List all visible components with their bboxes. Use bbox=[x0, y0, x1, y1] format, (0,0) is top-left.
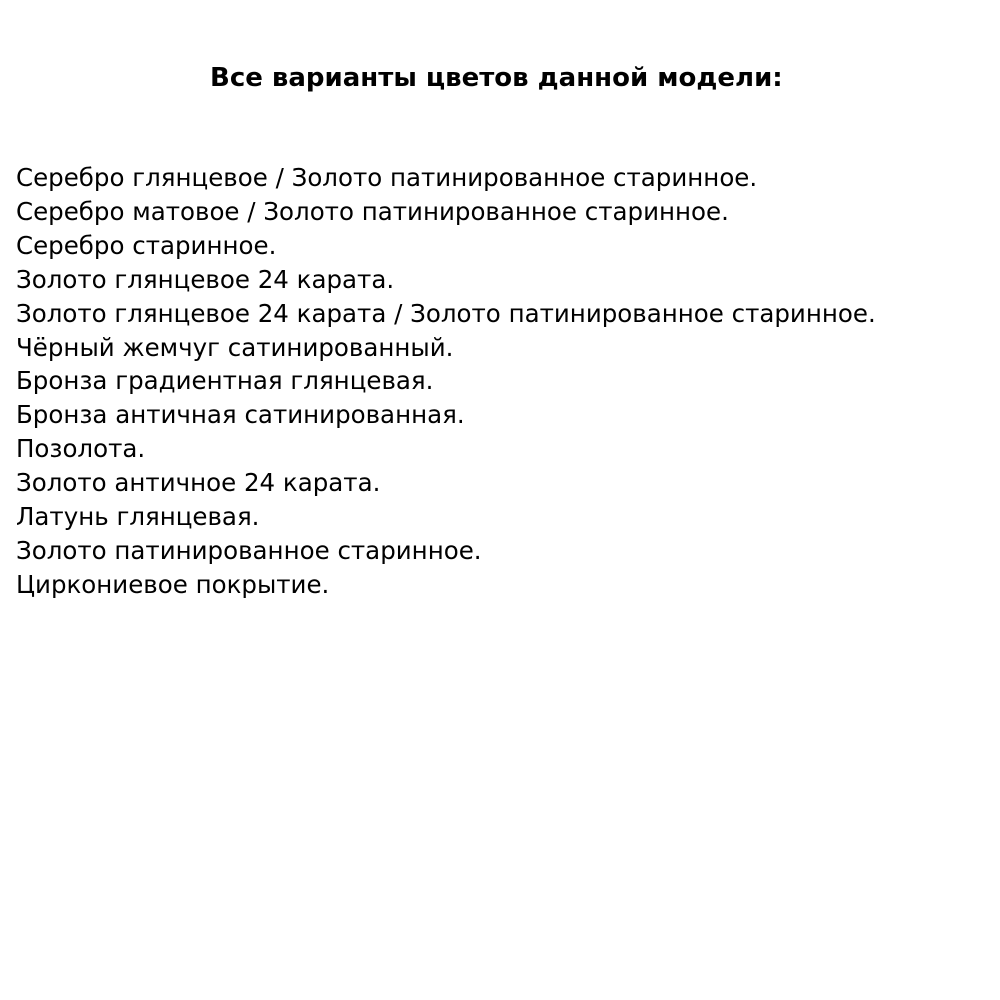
color-variant-item: Серебро матовое / Золото патинированное старинное. bbox=[16, 196, 729, 226]
color-variant-item: Золото патинированное старинное. bbox=[16, 535, 482, 565]
color-variant-item: Позолота. bbox=[16, 434, 146, 464]
color-variant-item: Чёрный жемчуг сатинированный. bbox=[16, 332, 454, 362]
color-variants-list bbox=[16, 161, 876, 602]
color-variant-item: Серебро старинное. bbox=[16, 230, 277, 260]
page-title: Все варианты цветов данной модели: bbox=[210, 63, 783, 93]
color-variant-item: Циркониевое покрытие. bbox=[16, 569, 330, 599]
color-variant-item: Золото глянцевое 24 карата / Золото патинированное старинное. bbox=[16, 298, 876, 328]
color-variant-item: Серебро глянцевое / Золото патинированное старинное. bbox=[16, 163, 758, 192]
color-variant-item: Латунь глянцевая. bbox=[16, 502, 260, 532]
color-variant-item: Золото античное 24 карата. bbox=[16, 468, 381, 498]
color-variant-item: Золото глянцевое 24 карата. bbox=[16, 264, 395, 294]
color-variant-item: Бронза античная сатинированная. bbox=[16, 400, 465, 430]
color-variant-item: Бронза градиентная глянцевая. bbox=[16, 366, 434, 396]
